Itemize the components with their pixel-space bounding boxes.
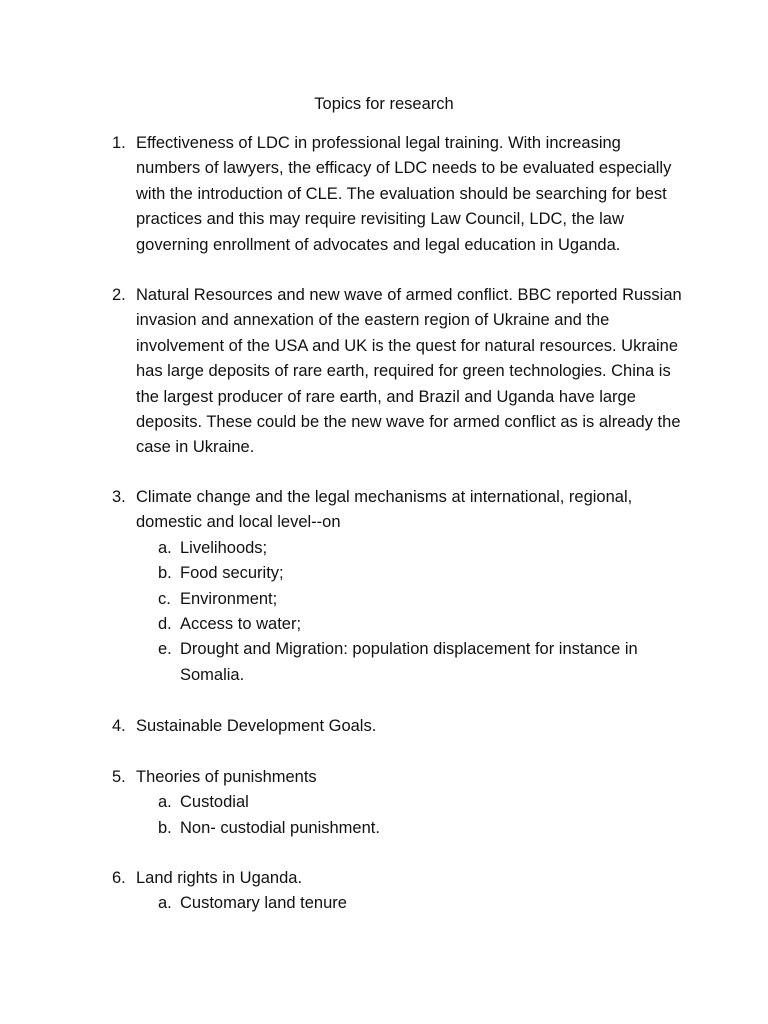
sublist-item-a: [158, 536, 682, 561]
list-item-number: 1.: [112, 134, 126, 152]
sublist-item-d: [158, 612, 682, 637]
list-item-2: [112, 283, 682, 461]
sublist-item-text: Non- custodial punishment.: [180, 818, 380, 837]
list-item-4: [112, 714, 682, 739]
list-item-number: 4.: [112, 717, 126, 735]
sublist-item-a: [158, 790, 682, 815]
list-item-text: Climate change and the legal mechanisms at international, regional, domestic and local level--on: [136, 488, 633, 532]
sublist-item-text: Drought and Migration: population displacement for instance in Somalia.: [180, 640, 638, 684]
list-item-1: [112, 131, 682, 258]
sublist-item-a: [158, 891, 682, 916]
sublist-item-text: Food security;: [180, 564, 284, 583]
list-item-number: 5.: [112, 768, 126, 786]
sublist-item-text: Environment;: [180, 589, 278, 608]
sublist-item-text: Livelihoods;: [180, 538, 268, 557]
sublist-item-c: [158, 587, 682, 612]
sublist-item-letter: d.: [158, 615, 172, 634]
document-title: Topics for research: [314, 95, 454, 113]
sublist-item-letter: a.: [158, 793, 172, 812]
sublist-item-e: [158, 637, 682, 688]
sublist-item-text: Custodial: [180, 793, 249, 812]
list-item-3: [112, 485, 682, 688]
list-item-text: Sustainable Development Goals.: [136, 717, 377, 735]
sublist-item-letter: a.: [158, 894, 172, 913]
list-item-5: [112, 765, 682, 841]
sublist-item-letter: b.: [158, 564, 172, 583]
list-item-text: Natural Resources and new wave of armed conflict. BBC reported Russian invasion and annexation of the eastern region of Ukraine and the involvement of the USA and UK is the quest for natural resources. Ukraine has large deposits of rare earth, required for green technologies. China is the largest producer of rare earth, and Brazil and Uganda have large deposits. These could be the new wave for armed conflict as is already the case in Ukraine.: [136, 286, 682, 457]
sublist-item-letter: e.: [158, 640, 172, 659]
list-item-text: Effectiveness of LDC in professional legal training. With increasing numbers of lawyers, the efficacy of LDC needs to be evaluated especially with the introduction of CLE. The evaluation should be searching for best practices and this may require revisiting Law Council, LDC, the law governing enrollment of advocates and legal education in Uganda.: [136, 134, 672, 254]
sublist-item-letter: a.: [158, 538, 172, 557]
sublist-item-text: Access to water;: [180, 615, 302, 634]
list-item-number: 3.: [112, 488, 126, 506]
list-item-number: 6.: [112, 869, 126, 887]
sublist-item-letter: c.: [158, 589, 171, 608]
list-item-number: 2.: [112, 286, 126, 304]
list-item-6: [112, 866, 682, 917]
sublist-item-b: [158, 816, 682, 841]
sublist-item-b: [158, 561, 682, 586]
list-item-text: Land rights in Uganda.: [136, 869, 303, 887]
list-item-text: Theories of punishments: [136, 768, 317, 786]
sublist-item-text: Customary land tenure: [180, 894, 347, 913]
sublist-item-letter: b.: [158, 818, 172, 837]
